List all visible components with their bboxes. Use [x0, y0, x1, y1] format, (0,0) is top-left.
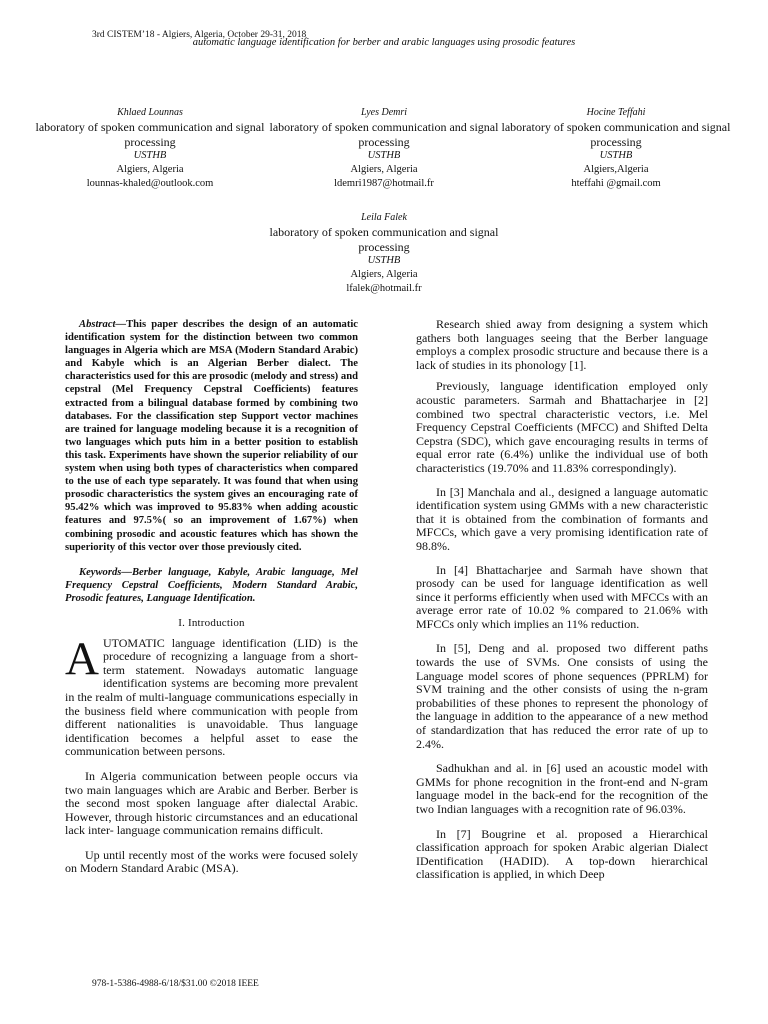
author-block-1 — [35, 106, 265, 191]
intro-paragraph-1-text: UTOMATIC language identification (LID) is the procedure of recognizing a language from a short-term statement. Nowadays automatic language identification systems are becoming more prevalent in the realm of multi-language communications especially in the business field where communication with people from different nationalities is unavoidable. Thus language identification becomes a helpful asset to ease the communication between persons. — [65, 635, 358, 759]
body-paragraph: In [5], Deng and al. proposed two different paths towards the use of SVMs. One consists of using the Language model scores of phone sequences (PPRLM) for SVM training and the other consists of using the n-gram probabilities of these phones to represent the phonology of the language in addition to the appearance of a new method of standardization that has reduced the error rate of up to 2.4%. — [416, 641, 708, 751]
author-block-2 — [269, 106, 499, 191]
section-heading-introduction: I. Introduction — [178, 616, 245, 629]
author-name: Leila Falek — [361, 212, 407, 223]
author-lab: laboratory of spoken communication and signal processing — [35, 120, 265, 149]
author-lab: laboratory of spoken communication and signal processing — [269, 120, 499, 149]
body-paragraph: Research shied away from designing a system which gathers both languages seeing that the Berber language employs a complex prosodic structure and because there is a lack of studies in its phonology [1]. — [416, 317, 708, 372]
author-lab: laboratory of spoken communication and signal processing — [269, 225, 499, 254]
author-university: USTHB — [133, 150, 167, 161]
drop-cap: A — [65, 632, 99, 685]
author-university: USTHB — [367, 255, 401, 266]
intro-paragraph-1 — [65, 632, 358, 759]
body-paragraph: In [3] Manchala and al., designed a language automatic identification system using GMMs with a new characteristic that it is obtained from the combination of formants and MFCCs, which gave a very promising identification rate of 98.8%. — [416, 484, 708, 553]
abstract-text: This paper describes the design of an automatic identification system for the distinction between two common languages in Algeria which are MSA (Modern Standard Arabic) and Kabyle which is an Algerian Berber dialect. The characteristics used for this are prosodic (melody and stress) and cepstral (Mel Frequency Cepstral Coefficients) features extracted from a bilingual database formed by combining two databases. For the classification step Support vector machines are trained for language modeling because it is a recognition of two languages which puts him in a better position to establish this task. Experiments have shown the superior reliability of our system when using both types of characteristics when compared to the use of each type separately. It was found that when using prosodic characteristics the system gives an encouraging rate of 95.42% which was improved to 95.83% when adding acoustic features and 97.5%( so an improvement of 1.67%) when combining prosodic and acoustic features which has shown the superiority of this vector over those previously cited. — [65, 319, 358, 553]
author-email: ldemri1987@hotmail.fr — [334, 178, 434, 189]
author-name: Hocine Teffahi — [586, 107, 646, 118]
right-column — [416, 318, 708, 882]
footer-copyright: 978-1-5386-4988-6/18/$31.00 ©2018 IEEE — [92, 979, 259, 989]
author-name: Lyes Demri — [360, 107, 408, 118]
abstract — [65, 318, 358, 554]
author-location: Algiers, Algeria — [116, 164, 184, 175]
body-paragraph: Previously, language identification employed only acoustic parameters. Sarmah and Bhattacharjee in [2] combined two spectral characteristic vectors, i.e. Mel Frequency Cepstral Coefficients (MFCC) and Shifted Delta Cepstra (SDC), which gave encouraging results in terms of equal error rate (6.4%) unlike the individual use of both characteristics (19.70% and 11.83% correspondingly). — [416, 379, 708, 475]
intro-paragraph-3: Up until recently most of the works were focused solely on Modern Standard Arabic (MSA). — [65, 847, 358, 876]
author-location: Algiers, Algeria — [350, 164, 418, 175]
author-email: lfalek@hotmail.fr — [346, 283, 422, 294]
author-location: Algiers, Algeria — [350, 269, 418, 280]
author-block-4 — [269, 211, 499, 296]
body-paragraph: In [7] Bougrine et al. proposed a Hierarchical classification approach for spoken Arabic algerian Dialect IDentification (HADID). A top-down hierarchical classification is applied, in which Deep — [416, 826, 708, 882]
body-paragraph: Sadhukhan and al. in [6] used an acoustic model with GMMs for phone recognition in the front-end and N-gram language model in the back-end for the recognition of the two Indian languages with a recognition rate of 96.03%. — [416, 761, 708, 816]
author-block-3 — [501, 106, 731, 191]
conference-header: 3rd CISTEM’18 - Algiers, Algeria, October 29-31, 2018 — [92, 30, 307, 40]
author-location: Algiers,Algeria — [583, 164, 649, 175]
author-email: lounnas-khaled@outlook.com — [86, 178, 214, 189]
author-name: Khlaed Lounnas — [117, 107, 183, 118]
body-paragraph: In [4] Bhattacharjee and Sarmah have shown that prosody can be used for language identification as well since it performs efficiently when used with MFCCs with an average error rate of 10.02 % compared to 21.06% with MFCCs only which implies an 11% reduction. — [416, 562, 708, 631]
author-university: USTHB — [599, 150, 633, 161]
author-email: hteffahi @gmail.com — [571, 178, 661, 189]
author-lab: laboratory of spoken communication and signal processing — [501, 120, 731, 149]
author-university: USTHB — [367, 150, 401, 161]
abstract-label: Abstract— — [79, 319, 127, 330]
keywords: Keywords—Berber language, Kabyle, Arabic language, Mel Frequency Cepstral Coefficients, Modern Standard Arabic, Prosodic features, Language Identification. — [65, 566, 358, 604]
intro-paragraph-2: In Algeria communication between people occurs via two main languages which are Arabic and Berber. Berber is the second most spoken language after dialectal Arabic. However, through historic circumstances and an educational lack inter- language communication remains difficult. — [65, 768, 358, 838]
running-title: automatic language identification for berber and arabic languages using prosodic features — [192, 37, 576, 48]
left-column — [65, 318, 358, 876]
